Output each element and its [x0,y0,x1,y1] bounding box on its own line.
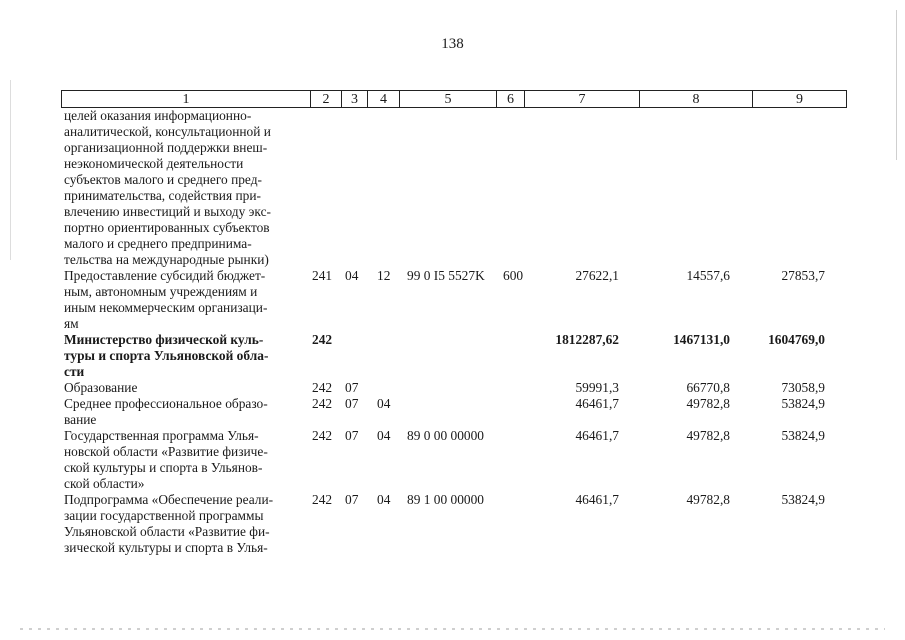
cell-col-8: 49782,8 [686,396,730,411]
row-name-line: Среднее профессиональное образо- [64,396,268,411]
row-name-line: вание [64,412,97,427]
cell-col-3: 07 [345,396,359,411]
row-name-line: ям [64,316,79,331]
cell-col-8: 49782,8 [686,428,730,443]
cell-col-8: 49782,8 [686,492,730,507]
cell-col-9: 73058,9 [781,380,825,395]
cell-col-7: 27622,1 [575,268,619,283]
row-name-line: иным некоммерческим организаци- [64,300,268,315]
cell-col-8: 1467131,0 [673,332,730,347]
cell-col-7: 1812287,62 [555,332,619,347]
header-col-4: 4 [367,91,399,108]
row-name-line: малого и среднего предпринима- [64,236,252,251]
row-name-line: новской области «Развитие физиче- [64,444,268,459]
table-row [0,380,905,396]
cell-col-4: 04 [377,428,391,443]
cell-col-9: 53824,9 [781,396,825,411]
cell-col-7: 59991,3 [575,380,619,395]
cell-col-7: 46461,7 [575,396,619,411]
cell-col-3: 07 [345,380,359,395]
row-name-line: аналитической, консультационной и [64,124,271,139]
cell-col-4: 04 [377,492,391,507]
cell-col-6: 600 [503,268,524,283]
cell-col-8: 66770,8 [686,380,730,395]
cell-col-5: 89 1 00 00000 [407,492,484,507]
row-name-line: тельства на международные рынки) [64,252,269,267]
cell-col-7: 46461,7 [575,492,619,507]
row-name-line: Предоставление субсидий бюджет- [64,268,266,283]
header-col-1: 1 [182,92,190,107]
header-col-6: 6 [496,91,524,108]
cell-col-4: 12 [377,268,391,283]
cell-col-2: 242 [312,332,333,347]
row-name [64,108,304,268]
cell-col-2: 242 [312,380,333,395]
row-name-line: Подпрограмма «Обеспечение реали- [64,492,274,507]
cell-col-3: 07 [345,492,359,507]
header-col-5: 5 [399,91,496,108]
row-name-line: целей оказания информационно- [64,108,252,123]
cell-col-5: 89 0 00 00000 [407,428,484,443]
page-number: 138 [441,36,464,52]
cell-col-8: 14557,6 [686,268,730,283]
cell-col-3: 07 [345,428,359,443]
cell-col-7: 46461,7 [575,428,619,443]
cell-col-3: 04 [345,268,359,283]
cell-col-2: 242 [312,428,333,443]
row-name-line: принимательства, содействия при- [64,188,261,203]
row-name-line: Министерство физической куль- [64,332,264,347]
header-col-7: 7 [524,91,639,108]
row-name-line: сти [64,364,85,379]
row-name [64,396,304,428]
cell-col-4: 04 [377,396,391,411]
row-name-line: зации государственной программы [64,508,264,523]
row-name-line: туры и спорта Ульяновской обла- [64,348,269,363]
header-col-9: 9 [752,91,846,108]
table-row [0,396,905,428]
cell-col-9: 53824,9 [781,492,825,507]
row-name-line: субъектов малого и среднего пред- [64,172,262,187]
cell-col-2: 242 [312,492,333,507]
table-row [0,108,905,268]
table-row [0,268,905,332]
table-row [0,332,905,380]
cell-col-9: 1604769,0 [768,332,825,347]
header-col-2: 2 [310,91,341,108]
row-name [64,268,304,332]
row-name-line: влечению инвестиций и выходу экс- [64,204,271,219]
row-name-line: Государственная программа Улья- [64,428,259,443]
row-name-line: ным, автономным учреждениям и [64,284,258,299]
table-body [0,108,905,556]
table-row [0,492,905,556]
row-name [64,492,304,556]
table-row [0,428,905,492]
row-name-line: ской области» [64,476,145,491]
row-name [64,428,304,492]
row-name-line: Ульяновской области «Развитие фи- [64,524,270,539]
row-name-line: организационной поддержки внеш- [64,140,268,155]
row-name-line: портно ориентированных субъектов [64,220,270,235]
cell-col-9: 53824,9 [781,428,825,443]
row-name [64,332,304,380]
scan-noise-bottom [20,628,885,630]
cell-col-9: 27853,7 [781,268,825,283]
cell-col-2: 241 [312,268,333,283]
row-name-line: зической культуры и спорта в Улья- [64,540,268,555]
cell-col-5: 99 0 I5 5527K [407,268,485,283]
row-name-line: неэкономической деятельности [64,156,244,171]
row-name [64,380,304,396]
header-col-8: 8 [639,91,752,108]
header-col-3: 3 [341,91,367,108]
row-name-line: ской культуры и спорта в Ульянов- [64,460,263,475]
cell-col-2: 242 [312,396,333,411]
table-header [61,90,847,108]
row-name-line: Образование [64,380,138,395]
